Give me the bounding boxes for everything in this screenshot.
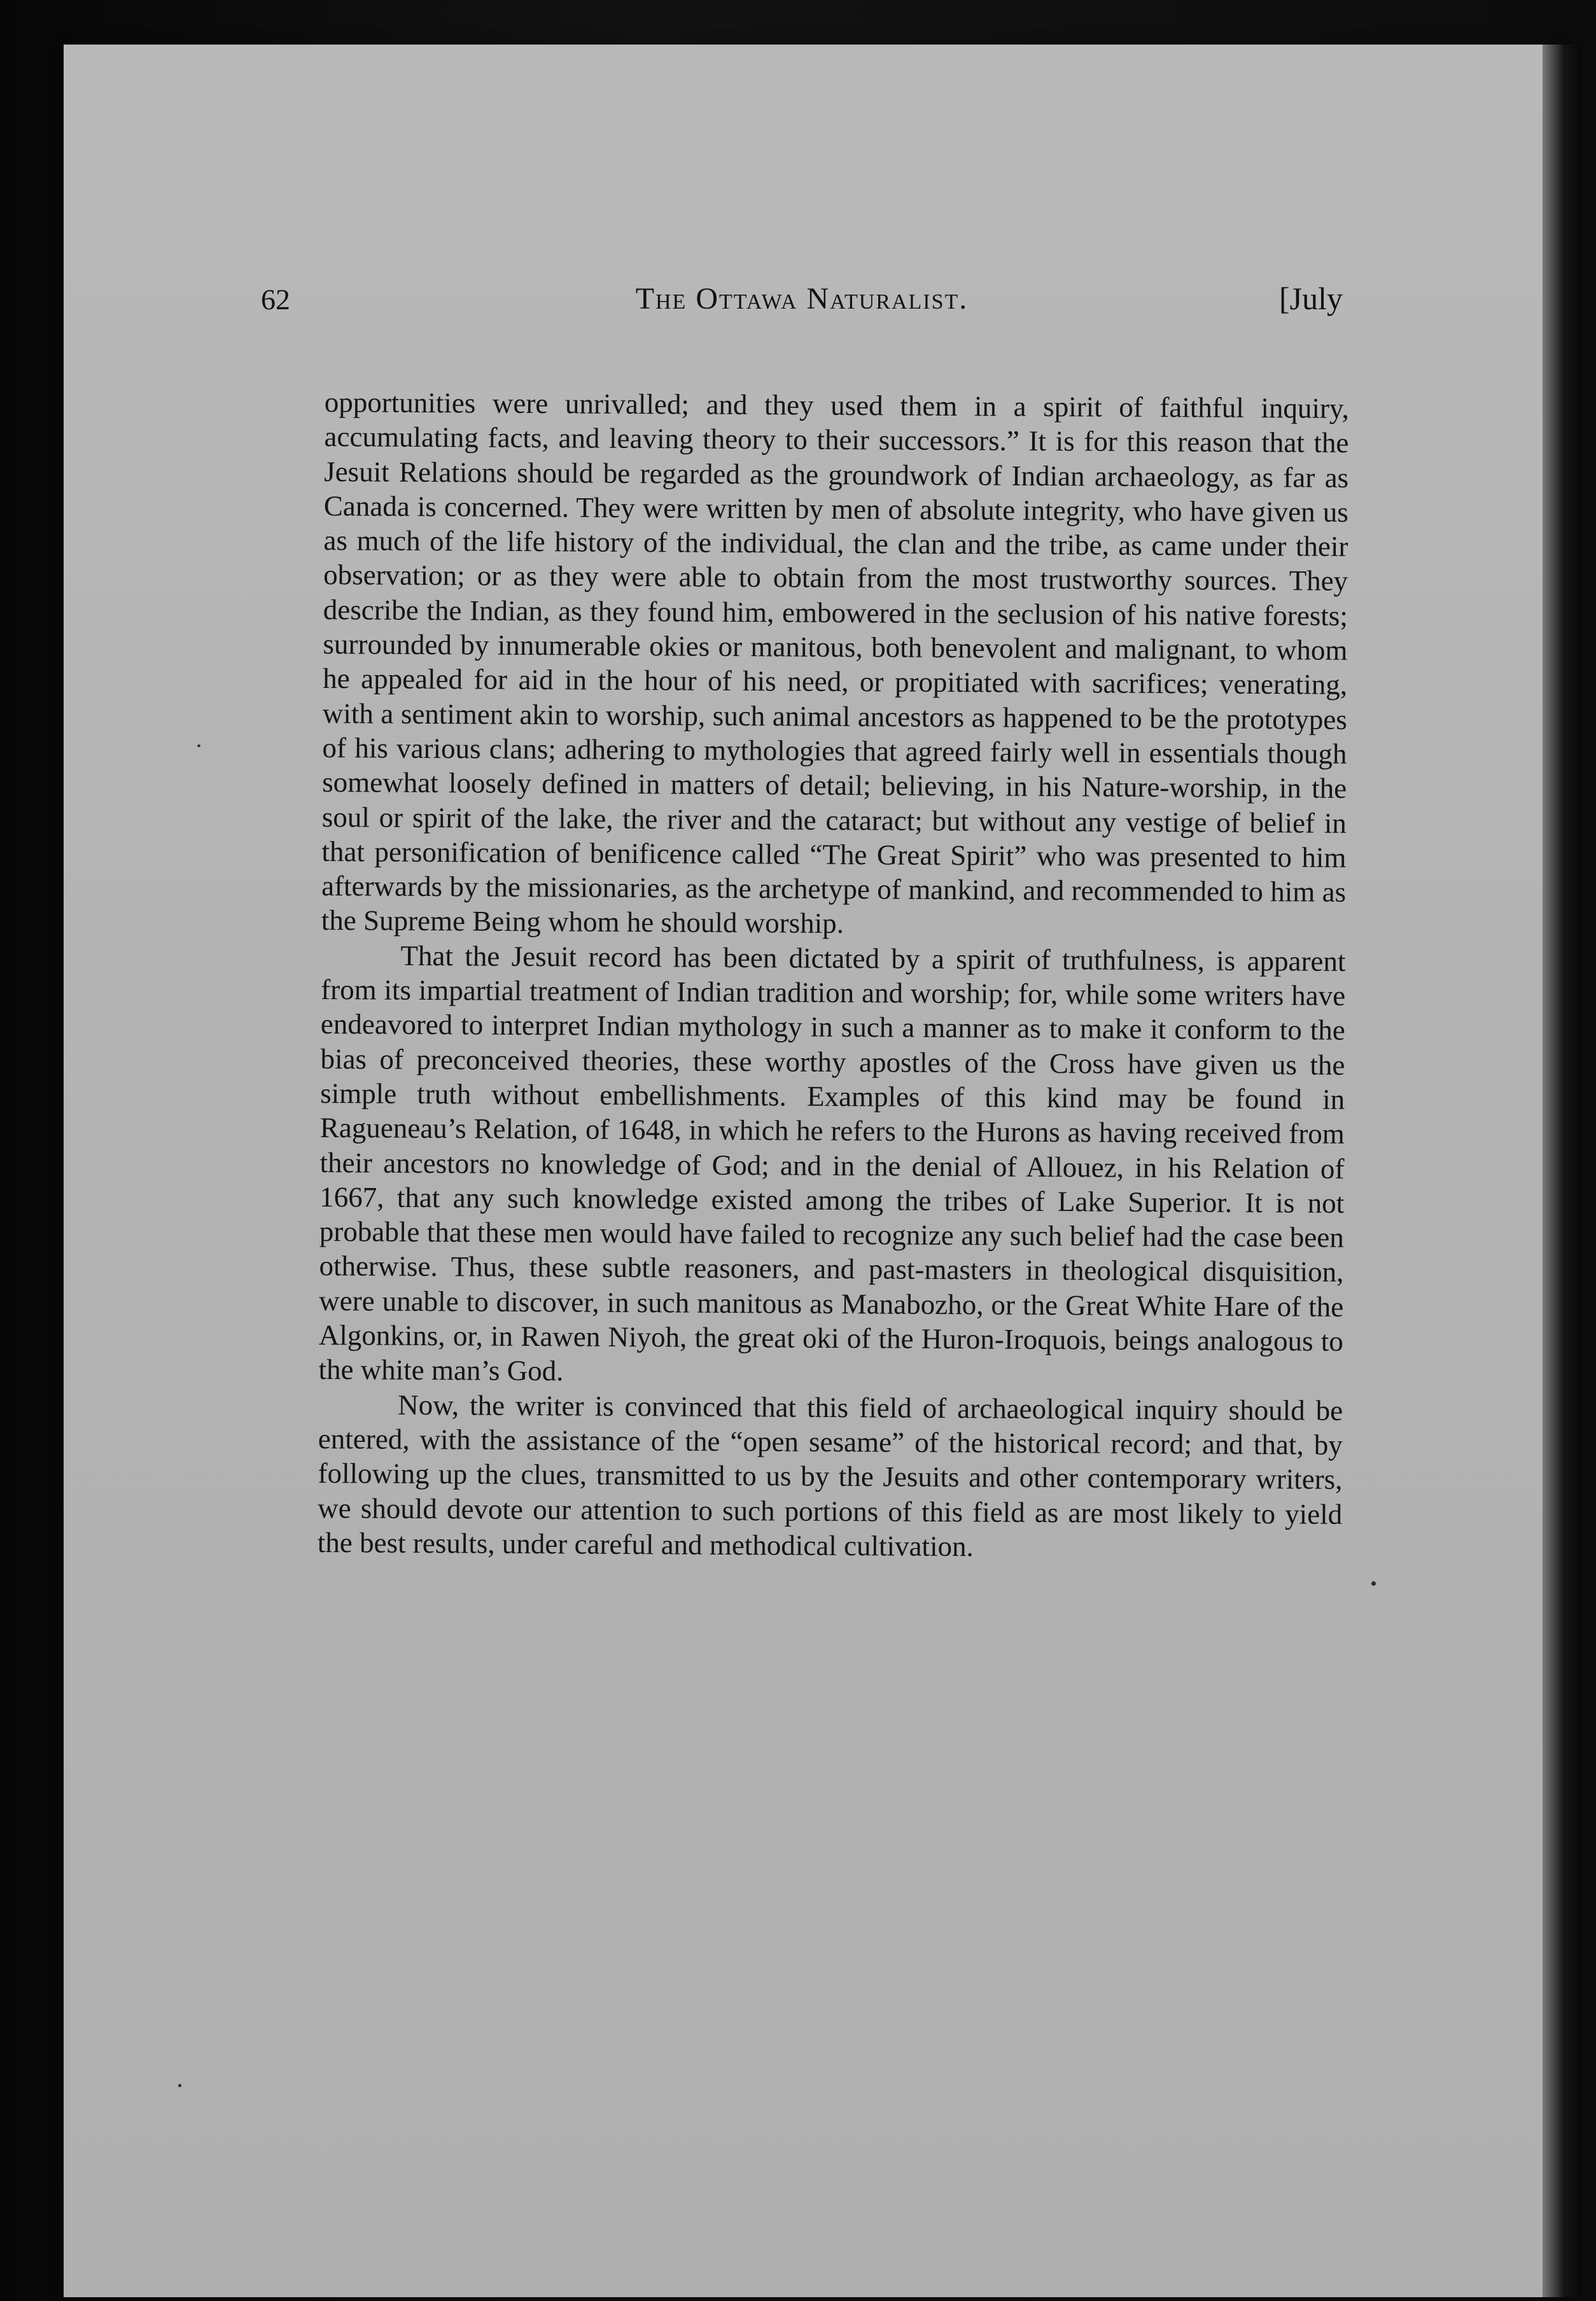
issue-month: [July (1279, 281, 1343, 316)
paragraph-conclusion: Now, the writer is convinced that this field of archaeological inquiry should be entered, with the assistance of the “open sesame” of the historical record; and that, by following up the clues, transmitted to us by the Jesuits and other contemporary writers, we should devote our attention to such portions of this field as are most likely to yield the best results, under careful and methodical cultivation. (317, 1388, 1343, 1563)
paragraph-continuation: opportunities were unrivalled; and they used them in a spirit of faithful inquiry, accumulating facts, and leaving theory to their successors.” It is for this reason that the Jesuit Relations should be regarded as the groundwork of Indian archaeology, as far as Canada is concerned. They were written by men of absolute integrity, who have given us as much of the life history of the individual, the clan and the tribe, as came under their observation; or as they were able to obtain from the most trustworthy sources. They describe the Indian, as they found him, embowered in the seclusion of his native forests; surrounded by innumerable okies or manitous, both benevolent and malignant, to whom he appealed for aid in the hour of his need, or propitiated with sacrifices; venerating, with a sentiment akin to worship, such animal ancestors as happened to be the prototypes of his various clans; adhering to mythologies that agreed fairly well in essentials though somewhat loosely defined in matters of detail; believing, in his Nature-worship, in the soul or spirit of the lake, the river and the cataract; but without any vestige of belief in that personification of benificence called “The Great Spirit” who was presented to him afterwards by the missionaries, as the archetype of mankind, and recommended to him as the Supreme Being whom he should worship. (321, 386, 1349, 940)
dust-speck (1371, 1581, 1376, 1586)
page-edge-shadow (1543, 45, 1578, 2297)
running-title: The Ottawa Naturalist. (635, 282, 969, 316)
dust-speck (197, 745, 200, 747)
article-body (318, 385, 1349, 1566)
paragraph-jesuit-record: That the Jesuit record has been dictated by a spirit of truthfulness, is apparent from its impartial treatment of Indian tradition and worship; for, while some writers have endeavored to interpret Indian mythology in such a manner as to make it conform to the bias of preconceived theories, these worthy apostles of the Cross have given us the simple truth without embellishments. Examples of this kind may be found in Ragueneau’s Relation, of 1648, in which he refers to the Hurons as having received from their ancestors no knowledge of God; and in the denial of Allouez, in his Relation of 1667, that any such knowledge existed among the tribes of Lake Superior. It is not probable that these men would have failed to recognize any such belief had the case been otherwise. Thus, these subtle reasoners, and past-masters in theological disquisition, were unable to discover, in such manitous as Manabozho, or the Great White Hare of the Algonkins, or, in Rawen Niyoh, the great oki of the Huron-Iroquois, beings analogous to the white man’s God. (318, 939, 1346, 1387)
page-header (261, 272, 1343, 330)
page-number: 62 (261, 283, 290, 316)
dust-speck (178, 2084, 181, 2087)
